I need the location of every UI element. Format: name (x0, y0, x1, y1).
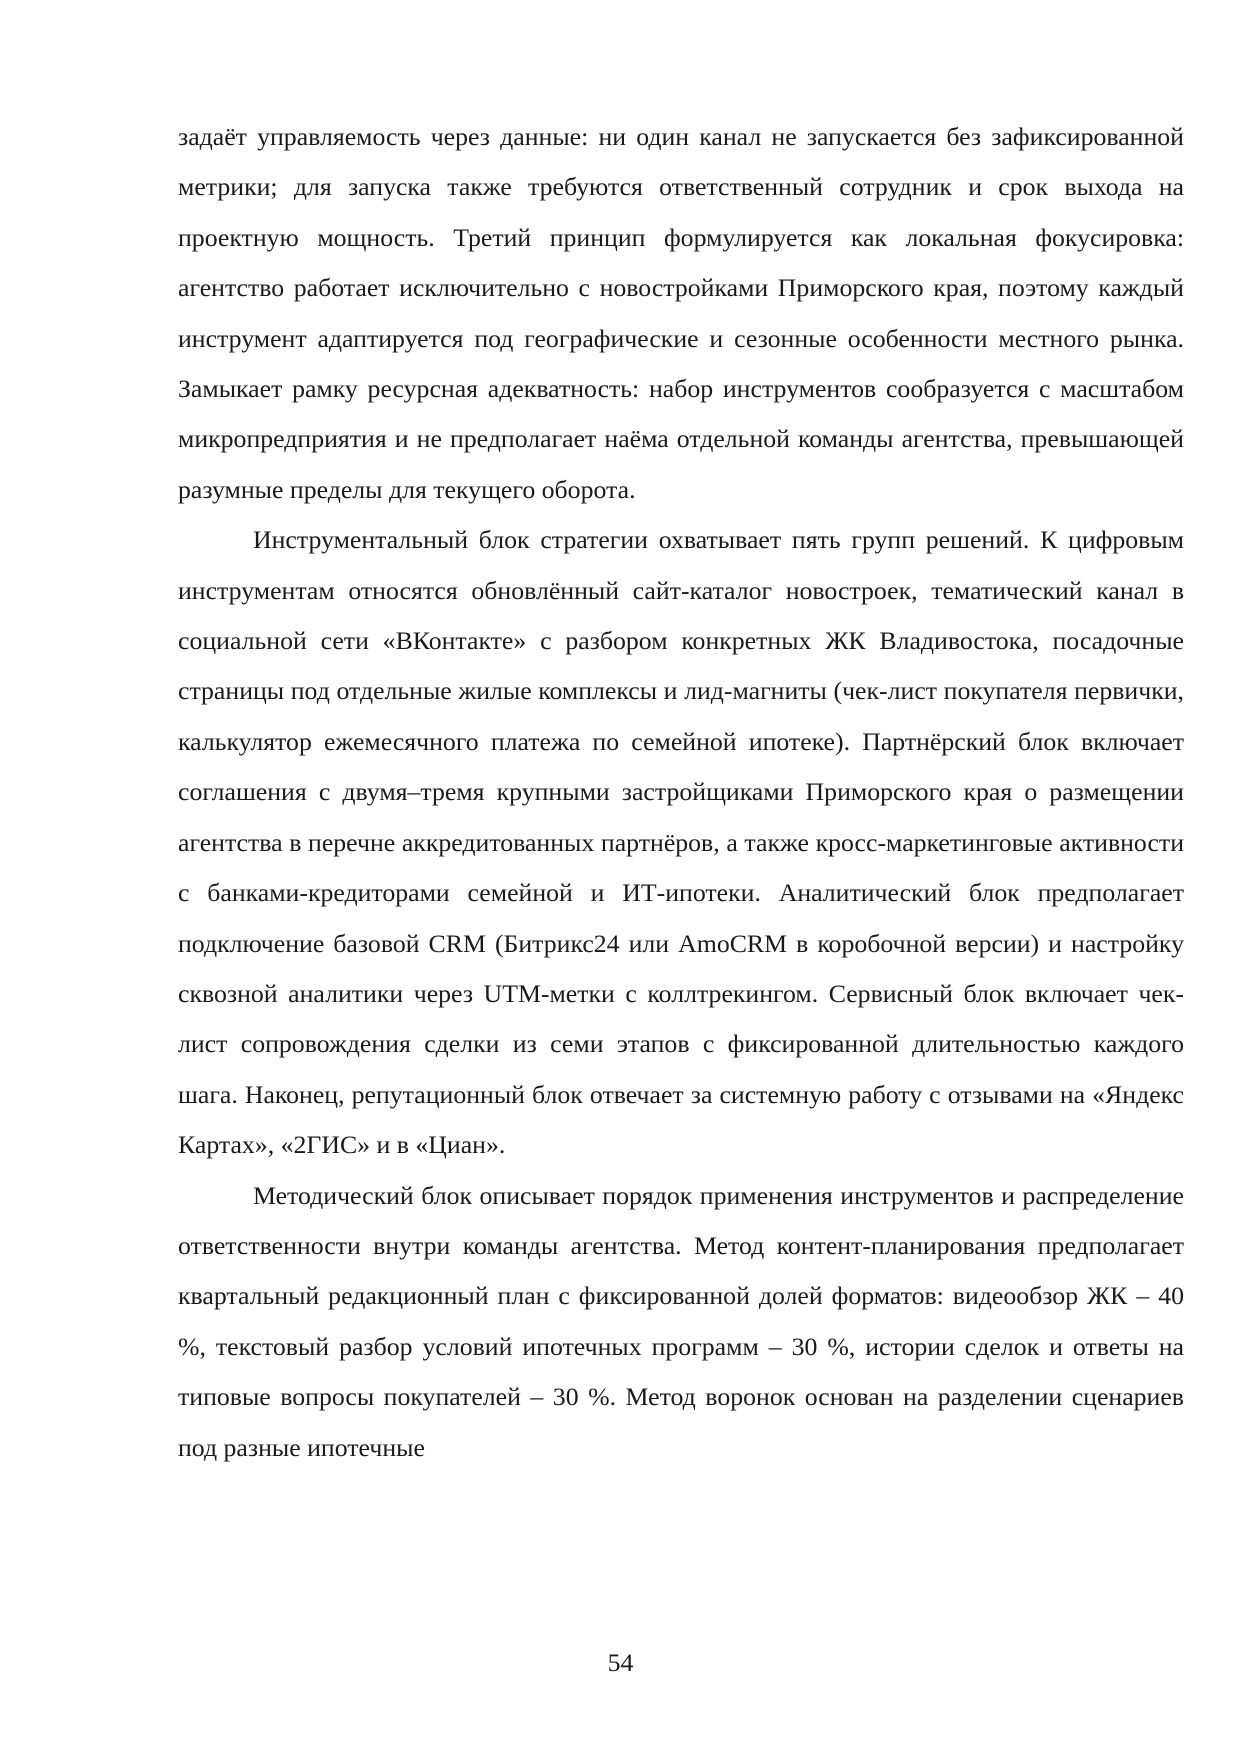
page-number: 54 (607, 1648, 634, 1677)
paragraph-2: Инструментальный блок стратегии охватывает пять групп решений. К цифровым инструментам относятся обновлённый сайт-каталог новостроек, тематический канал в социальной сети «ВКонтакте» с разбором конкретных ЖК Владивостока, посадочные страницы под отдельные жилые комплексы и лид-магниты (чек-лист покупателя первички, калькулятор ежемесячного платежа по семейной ипотеке). Партнёрский блок включает соглашения с двумя–тремя крупными застройщиками Приморского края о размещении агентства в перечне аккредитованных партнёров, а также кросс-маркетинговые активности с банками-кредиторами семейной и ИТ-ипотеки. Аналитический блок предполагает подключение базовой CRM (Битрикс24 или AmoCRM в коробочной версии) и настройку сквозной аналитики через UTM-метки с коллтрекингом. Сервисный блок включает чек-лист сопровождения сделки из семи этапов с фиксированной длительностью каждого шага. Наконец, репутационный блок отвечает за системную работу с отзывами на «Яндекс Картах», «2ГИС» и в «Циан». (178, 525, 1184, 1160)
paragraph-3: Методический блок описывает порядок применения инструментов и распределение ответственности внутри команды агентства. Метод контент-планирования предполагает квартальный редакционный план с фиксированной долей форматов: видеообзор ЖК – 40 %, текстовый разбор условий ипотечных программ – 30 %, истории сделок и ответы на типовые вопросы покупателей – 30 %. Метод воронок основан на разделении сценариев под разные ипотечные (178, 1180, 1184, 1462)
paragraph-1: задаёт управляемость через данные: ни один канал не запускается без зафиксированной метрики; для запуска также требуются ответственный сотрудник и срок выхода на проектную мощность. Третий принцип формулируется как локальная фокусировка: агентство работает исключительно с новостройками Приморского края, поэтому каждый инструмент адаптируется под географические и сезонные особенности местного рынка. Замыкает рамку ресурсная адекватность: набор инструментов сообразуется с масштабом микропредприятия и не предполагает наёма отдельной команды агентства, превышающей разумные пределы для текущего оборота. (178, 122, 1184, 504)
body-text (178, 112, 1184, 1473)
